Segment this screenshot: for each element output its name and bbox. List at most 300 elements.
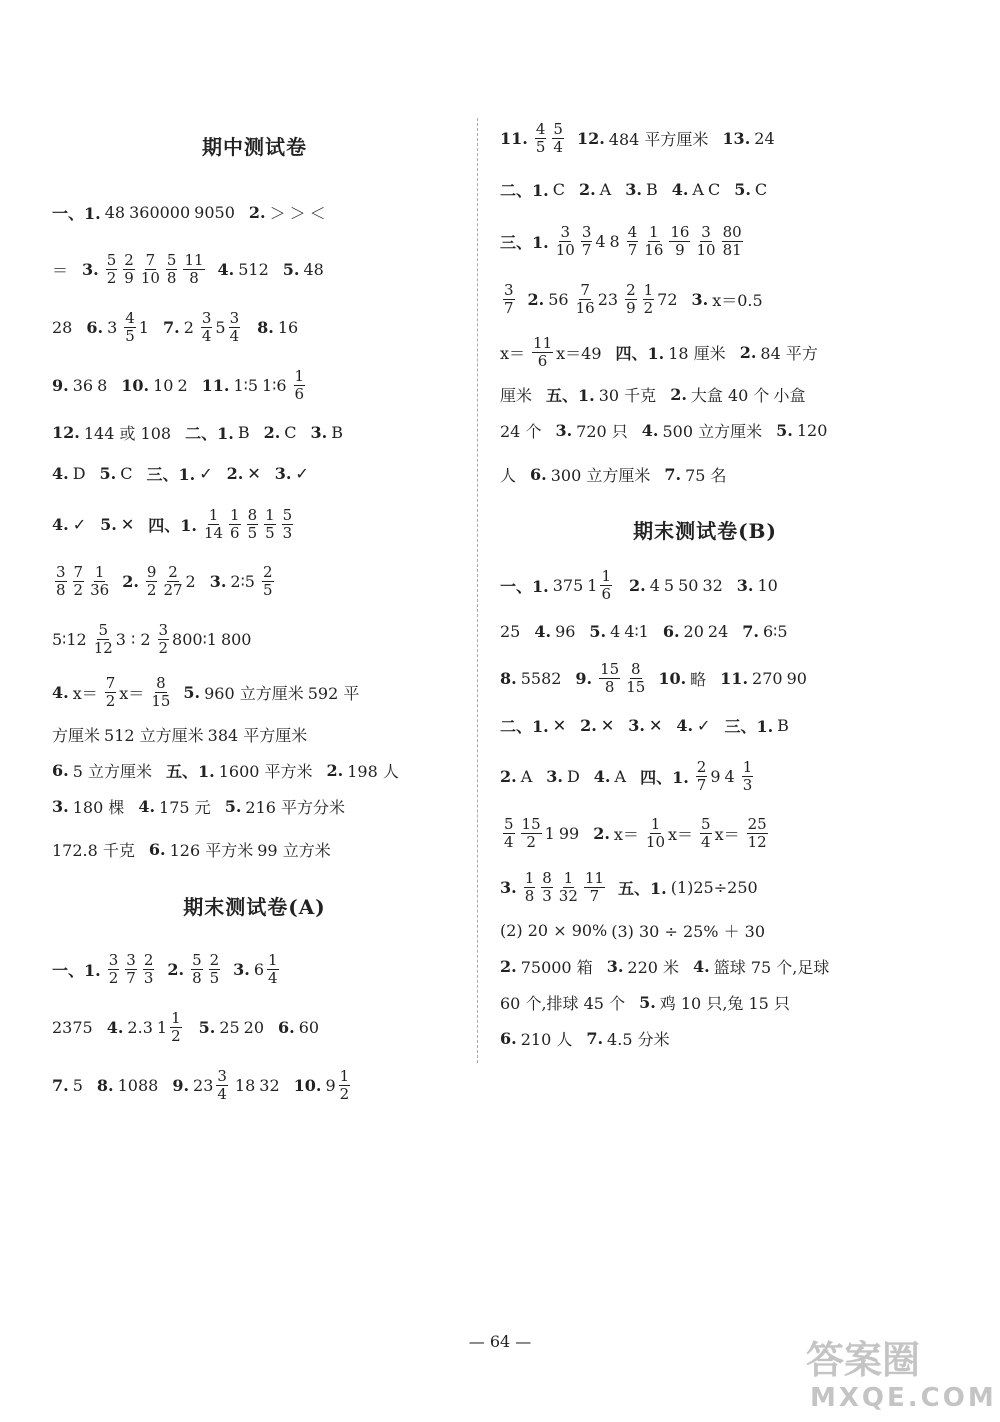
fraction xyxy=(644,224,663,259)
question-number: 9. xyxy=(172,1075,190,1095)
answer-item xyxy=(233,952,285,987)
question-number: 2. xyxy=(629,575,646,595)
answer-item xyxy=(528,282,682,317)
answer-item xyxy=(500,463,520,486)
denominator: 5 xyxy=(209,968,220,987)
answer-text: 24 xyxy=(754,128,775,148)
answer-text: 24 个 xyxy=(500,421,542,441)
answer-item xyxy=(500,568,619,603)
answer-text: B xyxy=(331,422,344,442)
fraction xyxy=(267,952,279,987)
answer-item xyxy=(500,121,567,156)
numerator: 2 xyxy=(262,562,273,581)
answer-item xyxy=(52,421,175,444)
answer-line xyxy=(500,948,910,984)
question-number: 四、1. xyxy=(615,343,665,363)
fraction xyxy=(201,310,213,345)
answer-text: 32 xyxy=(702,575,723,595)
answer-item xyxy=(185,421,253,444)
page-number: — 64 — xyxy=(468,1332,532,1351)
denominator: 2 xyxy=(73,580,84,599)
denominator: 15 xyxy=(151,691,171,710)
answer-item xyxy=(122,564,200,599)
answer-item xyxy=(640,759,756,794)
answer-text: A xyxy=(692,179,704,199)
answer-text: 198 人 xyxy=(347,761,399,781)
answer-item xyxy=(183,681,363,704)
answer-text: 175 元 xyxy=(159,797,211,817)
denominator: 5 xyxy=(535,137,546,156)
numerator: 7 xyxy=(145,250,156,269)
fraction xyxy=(503,282,515,317)
question-number: 4. xyxy=(217,259,235,279)
answer-text: 18 xyxy=(234,1075,256,1095)
answer-item xyxy=(172,1068,283,1103)
answer-text: 99 xyxy=(558,823,580,843)
question-number: 一、1. xyxy=(52,203,101,223)
numerator: 3 xyxy=(217,1066,227,1085)
question-number: 11. xyxy=(720,668,749,688)
fraction xyxy=(696,224,715,259)
answer-text: 厘米 xyxy=(500,385,533,405)
answer-text: 36 xyxy=(72,375,94,395)
numerator: 8 xyxy=(156,673,166,692)
answer-text: (2) 20 × 90% xyxy=(500,920,608,940)
denominator: 5 xyxy=(262,580,273,599)
denominator: 5 xyxy=(247,523,258,542)
question-number: 2. xyxy=(670,384,687,404)
question-number: 4. xyxy=(52,514,69,534)
answer-text: 960 立方厘米 xyxy=(204,683,304,703)
answer-item xyxy=(52,201,239,224)
answer-item xyxy=(264,423,301,442)
question-number: 二、1. xyxy=(500,180,549,200)
answer-text: 方厘米 xyxy=(52,725,101,745)
fraction xyxy=(55,564,67,599)
denominator: 2 xyxy=(105,691,116,710)
answer-text: 592 平 xyxy=(307,683,360,703)
answer-item xyxy=(776,421,831,440)
fraction xyxy=(559,870,578,905)
answer-text: 9 xyxy=(710,766,721,786)
answer-line xyxy=(52,184,457,240)
answer-item xyxy=(500,419,545,442)
numerator: 7 xyxy=(73,562,84,581)
question-number: 2. xyxy=(527,289,545,309)
fraction xyxy=(294,368,306,403)
numerator: 1 xyxy=(208,505,219,524)
answer-item xyxy=(500,1027,576,1050)
answer-text: 24 xyxy=(707,621,729,641)
numerator: 5 xyxy=(106,250,117,269)
answer-text: (1)25÷250 xyxy=(670,877,758,897)
answer-text: 20 xyxy=(243,1017,265,1037)
question-number: 2. xyxy=(580,715,597,735)
denominator: 2 xyxy=(158,638,169,657)
answer-text: 384 平方厘米 xyxy=(207,725,308,745)
numerator: 1 xyxy=(268,950,278,969)
denominator: 2 xyxy=(146,580,157,599)
answer-text: D xyxy=(566,766,580,786)
answer-text: 172.8 千克 xyxy=(52,840,135,860)
fraction xyxy=(625,282,637,317)
answer-item xyxy=(278,1018,323,1037)
numerator: 3 xyxy=(158,620,169,639)
question-number: 10. xyxy=(121,375,150,395)
answer-text: 56 xyxy=(548,289,569,309)
answer-item xyxy=(202,368,308,403)
numerator: 11 xyxy=(533,333,553,352)
fraction xyxy=(627,224,639,259)
mixed-number xyxy=(254,952,282,987)
answer-item xyxy=(52,1018,97,1037)
fraction xyxy=(204,507,223,542)
answer-text: 484 平方厘米 xyxy=(608,129,709,149)
denominator: 9 xyxy=(675,240,685,259)
fraction xyxy=(576,282,595,317)
answer-text: 144 或 108 xyxy=(83,423,172,443)
answer-item xyxy=(500,383,536,406)
question-number: 2. xyxy=(578,179,596,199)
whole-part: 5 xyxy=(215,317,226,337)
question-number: 2. xyxy=(167,959,185,979)
answer-item xyxy=(121,376,191,395)
question-number: 3. xyxy=(628,715,645,735)
numerator: 3 xyxy=(560,222,571,241)
answer-item xyxy=(257,318,302,337)
answer-text: 23 xyxy=(597,289,619,309)
question-number: 5. xyxy=(99,463,117,483)
answer-text: (3) 30 ÷ 25% ＋ 30 xyxy=(611,921,766,941)
answer-text: 1∶6 xyxy=(262,375,287,395)
mixed-number xyxy=(325,1068,353,1103)
answer-text: 800∶1 xyxy=(172,629,217,649)
answer-line xyxy=(52,240,457,298)
answer-item xyxy=(97,1076,162,1095)
question-number: 4. xyxy=(671,179,689,199)
question-number: 8. xyxy=(500,668,517,688)
answer-item xyxy=(52,952,157,987)
answer-text: 50 xyxy=(678,575,699,595)
question-number: 5. xyxy=(198,1017,216,1037)
answer-text: B xyxy=(237,422,250,442)
denominator: 32 xyxy=(558,886,578,905)
fraction xyxy=(183,252,204,287)
numerator: 1 xyxy=(650,814,661,833)
numerator: 15 xyxy=(521,814,541,833)
answer-item xyxy=(616,341,730,364)
answer-item xyxy=(575,661,648,696)
fraction xyxy=(216,1068,228,1103)
answer-line xyxy=(52,414,457,450)
denominator: 2 xyxy=(339,1084,350,1103)
answer-item xyxy=(500,669,565,688)
answer-item xyxy=(546,767,584,786)
answer-item xyxy=(577,127,712,150)
answer-text: ＜ xyxy=(309,203,326,223)
fraction xyxy=(151,675,170,710)
answer-line xyxy=(500,328,910,376)
fraction xyxy=(626,661,645,696)
answer-item xyxy=(628,716,666,735)
answer-item xyxy=(500,335,606,370)
question-number: 一、1. xyxy=(500,576,549,596)
question-number: 2. xyxy=(122,571,139,591)
answer-item xyxy=(594,767,630,786)
answer-item xyxy=(722,129,778,148)
denominator: 6 xyxy=(230,523,240,542)
answer-text: 4 xyxy=(724,766,735,786)
answer-text: 10 xyxy=(757,575,778,595)
denominator: 4 xyxy=(201,326,212,345)
question-number: 7. xyxy=(586,1028,604,1048)
answer-text: x＝ xyxy=(613,824,639,844)
question-number: 五、1. xyxy=(546,385,595,405)
denominator: 3 xyxy=(742,775,753,794)
question-number: 4. xyxy=(52,463,69,483)
question-number: 4. xyxy=(106,1017,124,1037)
answer-item xyxy=(249,201,330,224)
fraction xyxy=(264,507,276,542)
answer-line xyxy=(52,668,457,716)
fraction xyxy=(552,121,564,156)
question-number: 7. xyxy=(162,317,180,337)
question-number: 3. xyxy=(52,796,69,816)
answer-item xyxy=(52,838,139,861)
question-number: 10. xyxy=(658,668,687,688)
answer-line xyxy=(52,1056,457,1114)
answer-item xyxy=(283,260,328,279)
answer-text: x＝ xyxy=(72,683,98,703)
question-number: 2. xyxy=(226,463,244,483)
answer-text: 2375 xyxy=(52,1017,93,1037)
fraction xyxy=(535,121,547,156)
whole-part: 1 xyxy=(156,1017,168,1037)
fraction xyxy=(106,252,118,287)
answer-text: 4∶1 xyxy=(624,621,649,641)
denominator: 4 xyxy=(217,1084,227,1103)
numerator: 5 xyxy=(192,950,202,969)
question-number: 3. xyxy=(209,571,227,591)
answer-text: 375 xyxy=(552,575,584,595)
denominator: 27 xyxy=(163,580,183,599)
question-number: 7. xyxy=(664,464,682,484)
section-title: 期末测试卷(A) xyxy=(183,895,326,919)
answer-item xyxy=(693,955,833,978)
numerator: 1 xyxy=(524,868,535,887)
numerator: 2 xyxy=(626,280,636,299)
answer-item xyxy=(580,716,618,735)
fraction xyxy=(742,759,754,794)
answer-text: 1 xyxy=(138,317,149,337)
answer-line xyxy=(52,788,457,824)
numerator: 3 xyxy=(201,308,212,327)
answer-text: 1 xyxy=(544,823,555,843)
answer-text: 篮球 75 个,足球 xyxy=(713,957,830,977)
answer-line xyxy=(52,552,457,610)
question-number: 4. xyxy=(693,956,710,976)
denominator: 16 xyxy=(644,240,664,259)
answer-item xyxy=(642,419,766,442)
answer-text: ✓ xyxy=(295,463,309,483)
question-number: 2. xyxy=(263,422,281,442)
question-number: 5. xyxy=(589,621,607,641)
answer-item xyxy=(167,952,223,987)
numerator: 16 xyxy=(670,222,690,241)
answer-text: 鸡 10 只,兔 15 只 xyxy=(659,993,790,1013)
answer-text: 8 xyxy=(97,375,108,395)
question-number: 2. xyxy=(326,760,344,780)
answer-line xyxy=(500,804,910,862)
question-number: 7. xyxy=(742,621,759,641)
fraction xyxy=(229,310,241,345)
answer-line xyxy=(52,824,457,874)
fraction xyxy=(125,952,137,987)
question-number: 一、1. xyxy=(52,960,101,980)
answer-text: 1∶5 xyxy=(233,375,259,395)
answer-item xyxy=(534,622,579,641)
answer-text: 4.5 分米 xyxy=(607,1029,670,1049)
answer-text: 75 名 xyxy=(685,465,727,485)
question-number: 4. xyxy=(534,621,552,641)
denominator: 8 xyxy=(166,268,177,287)
answer-line xyxy=(500,1020,910,1056)
answer-text: 8 xyxy=(609,231,620,251)
numerator: 3 xyxy=(229,308,240,327)
fraction xyxy=(170,1010,182,1045)
numerator: 15 xyxy=(600,659,620,678)
question-number: 3. xyxy=(555,420,573,440)
answer-item xyxy=(546,383,660,406)
answer-text: 9050 xyxy=(194,202,235,222)
answer-text: 48 xyxy=(104,202,126,222)
question-number: 7. xyxy=(52,1075,69,1095)
answer-line xyxy=(52,716,457,752)
answer-text: 5 立方厘米 xyxy=(72,761,152,781)
fraction xyxy=(669,224,690,259)
fraction xyxy=(339,1068,351,1103)
answer-item xyxy=(500,870,608,905)
answer-text: 2∶5 xyxy=(230,571,255,591)
answer-item xyxy=(52,564,112,599)
whole-part: 9 xyxy=(325,1075,336,1095)
denominator: 5 xyxy=(125,326,135,345)
answer-item xyxy=(692,288,767,311)
answer-item xyxy=(138,795,214,818)
fraction xyxy=(556,224,575,259)
answer-text: 360000 xyxy=(129,202,191,222)
denominator: 10 xyxy=(696,240,716,259)
answer-text: A xyxy=(599,179,612,199)
answer-item xyxy=(500,767,536,786)
answer-text: 1088 xyxy=(117,1075,159,1095)
numerator: 2 xyxy=(209,950,220,969)
answer-text: ＞ xyxy=(269,203,286,223)
denominator: 8 xyxy=(604,677,615,696)
answer-item xyxy=(734,180,771,199)
answer-text: x＝0.5 xyxy=(712,290,763,310)
answer-line xyxy=(500,748,910,804)
numerator: 1 xyxy=(563,868,574,887)
fraction xyxy=(141,252,160,287)
denominator: 7 xyxy=(696,775,707,794)
answer-text: C xyxy=(754,179,768,199)
denominator: 2 xyxy=(643,298,654,317)
answer-text: 75000 箱 xyxy=(520,957,593,977)
answer-text: 3 ∶ 2 xyxy=(115,629,151,649)
question-number: 6. xyxy=(530,464,547,484)
fraction xyxy=(503,816,515,851)
answer-item xyxy=(52,723,311,746)
answer-item xyxy=(218,260,273,279)
answer-item xyxy=(52,1076,87,1095)
fraction xyxy=(584,870,605,905)
denominator: 15 xyxy=(626,677,646,696)
question-number: 12. xyxy=(52,422,80,442)
denominator: 6 xyxy=(294,384,305,403)
numerator: 3 xyxy=(126,950,136,969)
question-number: 6. xyxy=(86,317,104,337)
denominator: 8 xyxy=(192,968,202,987)
answer-text: 270 xyxy=(752,668,783,688)
numerator: 11 xyxy=(184,250,204,269)
fraction xyxy=(191,952,203,987)
answer-text: 512 xyxy=(238,259,269,279)
answer-line xyxy=(500,110,910,166)
answer-text: 5∶12 xyxy=(52,629,87,649)
numerator: 1 xyxy=(601,566,611,585)
question-number: 3. xyxy=(82,259,99,279)
denominator: 2 xyxy=(171,1026,181,1045)
answer-text: 大盒 40 个 xyxy=(690,385,770,405)
answer-line xyxy=(52,298,457,356)
answer-text: 4 xyxy=(649,575,660,595)
denominator: 8 xyxy=(189,268,199,287)
numerator: 1 xyxy=(171,1008,181,1027)
fraction xyxy=(124,310,136,345)
watermark-logo: 答案圈 xyxy=(806,1338,921,1382)
question-number: 5. xyxy=(100,514,117,534)
answer-text: 16 xyxy=(277,317,299,337)
answer-text: A xyxy=(614,766,627,786)
answer-item xyxy=(166,759,317,782)
answer-item xyxy=(740,341,822,364)
answer-line xyxy=(500,448,910,500)
question-number: 5. xyxy=(776,420,793,440)
fraction xyxy=(532,335,553,370)
answer-line xyxy=(500,862,910,912)
denominator: 4 xyxy=(701,832,711,851)
answer-text: 5 xyxy=(72,1075,83,1095)
mixed-number xyxy=(193,1068,231,1103)
question-number: 五、1. xyxy=(165,761,215,781)
question-number: 6. xyxy=(52,760,69,780)
answer-item xyxy=(500,224,746,259)
denominator: 9 xyxy=(124,268,134,287)
numerator: 8 xyxy=(630,659,641,678)
answer-text: 28 xyxy=(52,317,73,337)
answer-text: 20 xyxy=(683,621,704,641)
numerator: 3 xyxy=(581,222,592,241)
answer-text: ＝ xyxy=(52,260,69,280)
fraction xyxy=(166,252,178,287)
fraction xyxy=(747,816,768,851)
answer-text: 216 平方分米 xyxy=(245,797,346,817)
answer-text: 210 人 xyxy=(520,1029,573,1049)
question-number: 5. xyxy=(224,796,242,816)
question-number: 4. xyxy=(52,682,69,702)
answer-line xyxy=(500,166,910,212)
